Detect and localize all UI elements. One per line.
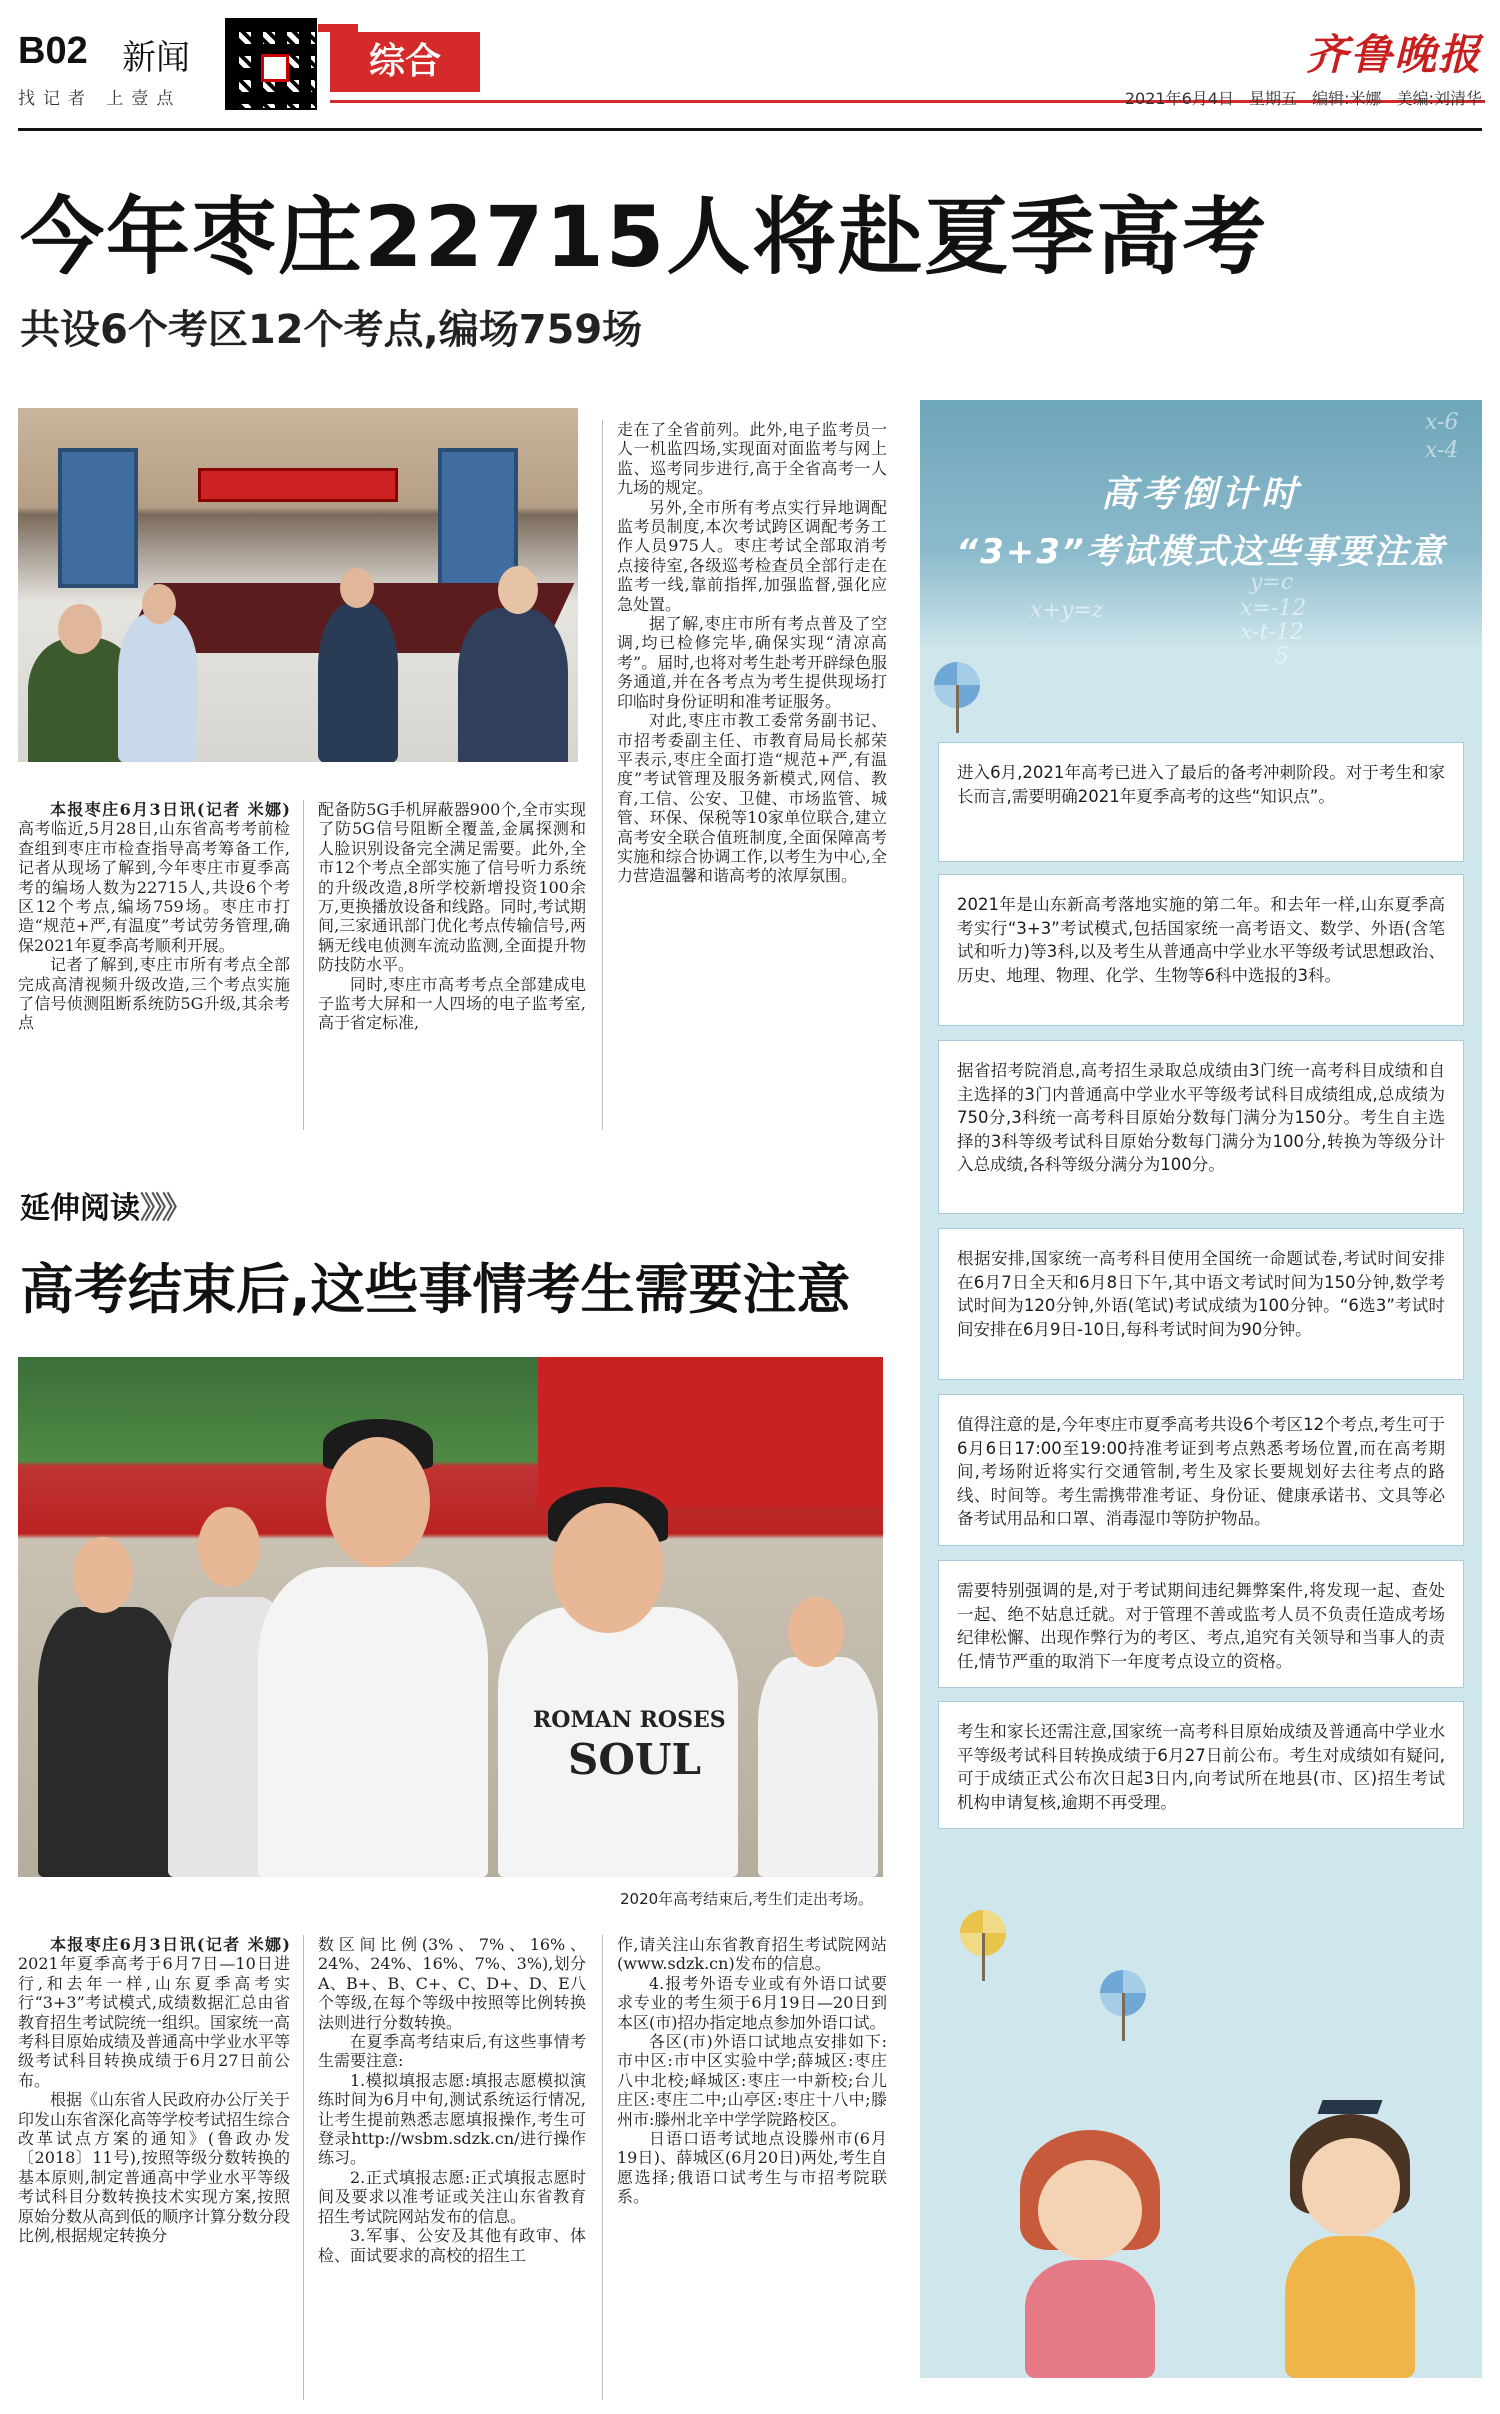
- chalk-formula: 5: [1275, 644, 1289, 669]
- paragraph: 1.模拟填报志愿:填报志愿模拟演练时间为6月中旬,测试系统运行情况,让考生提前熟悉志愿填报操作,考生可登录http://wsbm.sdzk.cn/进行操作练习。: [318, 2070, 586, 2168]
- column-divider: [602, 420, 603, 1130]
- tip-note: 考生和家长还需注意,国家统一高考科目原始成绩及普通高中学业水平等级考试科目转换成绩于6月27日前公布。考生对成绩如有疑问,可于成绩正式公布次日起3日内,向考试所在地县(市、区)招生考试机构申请复核,逾期不再受理。: [938, 1701, 1464, 1829]
- pinwheel-icon: [1100, 1970, 1146, 2016]
- photo-door: [438, 448, 518, 588]
- shirt-print-large: SOUL: [568, 1735, 702, 1784]
- paragraph: 对此,枣庄市教工委常务副书记、市招考委副主任、市教育局局长郝荣平表示,枣庄全面打造“规范+严,有温度”考试管理及服务新模式,网信、教育,工信、公安、卫健、市场监管、城管、环保、保税等10家单位联合,建立高考安全联合值班制度,全面保障高考实施和综合协调工作,以考生为中心,全力营造温馨和谐高考的浓厚氛围。: [617, 711, 887, 886]
- chevrons-icon: 》》》: [140, 1191, 188, 1226]
- cartoon-girl-icon: [1000, 2130, 1180, 2378]
- photo-person: [758, 1657, 878, 1877]
- photo-person: [458, 608, 568, 762]
- chalk-formula: x-4: [1425, 438, 1459, 463]
- paragraph: 根据《山东省人民政府办公厅关于印发山东省深化高等学校考试招生综合改革试点方案的通知》(鲁政办发〔2018〕11号),按照等级分数转换的基本原则,制定普通高中学业水平等级考试科目分数转换技术实现方案,按照原始分数从高到低的顺序计算分数分段比例,根据规定转换分: [18, 2090, 290, 2246]
- column-divider: [303, 800, 304, 1130]
- tip-note: 根据安排,国家统一高考科目使用全国统一命题试卷,考试时间安排在6月7日全天和6月8日下午,其中语文考试时间为150分钟,数学考试时间为120分钟,外语(笔试)考试成绩为100分钟。“6选3”考试时间安排在6月9日-10日,每科考试时间为90分钟。: [938, 1228, 1464, 1380]
- paragraph: 记者了解到,枣庄市所有考点全部完成高清视频升级改造,三个考点实施了信号侦测阻断系统防5G升级,其余考点: [18, 955, 290, 1033]
- newspaper-brand: 齐鲁晚报: [1305, 30, 1482, 79]
- extended-reading-text: 延伸阅读: [20, 1191, 140, 1226]
- paragraph: 日语口语考试地点设滕州市(6月19日)、薛城区(6月20日)两处,考生自愿选择;俄语口试考生与市招考院联系。: [617, 2129, 887, 2207]
- slogan: 找记者 上壹点: [18, 89, 182, 109]
- photo-person-head: [58, 604, 102, 654]
- sidebar-title: 高考倒计时: [1100, 474, 1301, 515]
- meeting-photo: [18, 408, 578, 762]
- section-tab: 综合: [330, 32, 480, 92]
- paragraph: 据了解,枣庄市所有考点普及了空调,均已检修完毕,确保实现“清凉高考”。届时,也将对考生赴考开辟绿色服务通道,并在各考点为考生提供现场打印临时身份证明和准考证服务。: [617, 614, 887, 711]
- chalk-formula: x-6: [1425, 410, 1459, 435]
- column-divider: [602, 1935, 603, 2400]
- paragraph: 作,请关注山东省教育招生考试院网站(www.sdzk.cn)发布的信息。: [617, 1935, 887, 1974]
- extended-column-2: [318, 1935, 586, 2400]
- sidebar-footer-art: [920, 1830, 1482, 2378]
- extended-column-1: [18, 1935, 290, 2400]
- column-divider: [303, 1935, 304, 2400]
- photo-person-white-shirt: [258, 1567, 488, 1877]
- dateline: 本报枣庄6月3日讯(记者 米娜): [50, 800, 290, 819]
- graduation-cap-icon: [1317, 2100, 1382, 2114]
- extended-column-3: [617, 1935, 887, 2400]
- chalk-formula: x=-12: [1240, 596, 1307, 621]
- paragraph: 另外,全市所有考点实行异地调配监考员制度,本次考试跨区调配考务工作人员975人。枣庄考试全部取消考点接待室,各级巡考检查员全部行走在监考一线,靠前指挥,加强监督,强化应急处置。: [617, 497, 887, 614]
- chalk-formula: y=c: [1250, 570, 1294, 595]
- photo-person: [118, 613, 198, 762]
- tip-note: 值得注意的是,今年枣庄市夏季高考共设6个考区12个考点,考生可于6月6日17:00至19:00持准考证到考点熟悉考场位置,而在高考期间,考场附近将实行交通管制,考生及家长要规划好去往考点的路线、时间等。考生需携带准考证、身份证、健康承诺书、文具等必备考试用品和口罩、消毒湿巾等防护物品。: [938, 1394, 1464, 1546]
- students-photo: [18, 1357, 883, 1877]
- photo-person: [318, 603, 398, 762]
- dateline: 本报枣庄6月3日讯(记者 米娜): [50, 1935, 290, 1954]
- photo-person-face: [326, 1437, 430, 1567]
- photo-person-face: [73, 1537, 133, 1613]
- photo-person-head: [498, 566, 538, 614]
- second-headline: 高考结束后,这些事情考生需要注意: [20, 1258, 851, 1321]
- main-headline: 今年枣庄22715人将赴夏季高考: [20, 188, 1269, 286]
- tip-note: 据省招考院消息,高考招生录取总成绩由3门统一高考科目成绩和自主选择的3门内普通高中学业水平等级考试科目成绩组成,总成绩为750分,3科统一高考科目原始分数每门满分为150分。考生自主选择的3科等级考试科目原始分数每门满分为100分,转换为等级分计入总成绩,各科等级分满分为100分。: [938, 1040, 1464, 1214]
- article-column-3: [617, 420, 887, 1130]
- paragraph: 2.正式填报志愿:正式填报志愿时间及要求以准考证或关注山东省教育招生考试院网站发布的信息。: [318, 2167, 586, 2226]
- photo-door: [58, 448, 138, 588]
- paragraph: 4.报考外语专业或有外语口试要求专业的考生须于6月19日—20日到本区(市)招办指定地点参加外语口试。: [617, 1973, 887, 2032]
- photo-tent: [538, 1357, 883, 1507]
- page-code: B02: [18, 30, 88, 72]
- issue-info: 2021年6月4日 星期五 编辑:米娜 美编:刘清华: [1124, 89, 1482, 108]
- pinwheel-icon: [960, 1910, 1006, 1956]
- paragraph: 各区(市)外语口试地点安排如下:市中区:市中区实验中学;薛城区:枣庄八中北校;峄城区:枣庄一中新校;台儿庄区:枣庄二中;山亭区:枣庄十八中;滕州市:滕州北辛中学学院路校区。: [617, 2032, 887, 2129]
- chalk-formula: x-t-12: [1240, 620, 1304, 645]
- sub-headline: 共设6个考区12个考点,编场759场: [20, 307, 643, 353]
- photo-person: [38, 1607, 178, 1877]
- photo-person-head: [142, 584, 176, 624]
- paragraph: 数区间比例(3%、7%、16%、24%、24%、16%、7%、3%),划分A、B+、B、C+、C、D+、D、E八个等级,在每个等级中按照等比例转换法则进行分数转换。: [318, 1935, 586, 2032]
- extended-reading-label: [20, 1183, 188, 1227]
- photo-caption: 2020年高考结束后,考生们走出考场。: [620, 1890, 873, 1908]
- pinwheel-icon: [934, 662, 980, 708]
- paragraph: 3.军事、公安及其他有政审、体检、面试要求的高校的招生工: [318, 2226, 586, 2265]
- qr-code-icon[interactable]: [225, 18, 317, 110]
- paragraph: 同时,枣庄市高考考点全部建成电子监考大屏和一人四场的电子监考室,高于省定标准,: [318, 974, 586, 1033]
- photo-person-head: [340, 568, 374, 608]
- article-column-1: [18, 800, 290, 1130]
- sidebar-exam-tips: [920, 400, 1482, 2378]
- photo-person-face: [552, 1503, 664, 1633]
- tip-note: 进入6月,2021年高考已进入了最后的备考冲刺阶段。对于考生和家长而言,需要明确2021年夏季高考的这些“知识点”。: [938, 742, 1464, 862]
- shirt-print-small: ROMAN ROSES: [533, 1707, 726, 1733]
- masthead: [0, 0, 1500, 150]
- photo-banner: [198, 468, 398, 502]
- section-name: 新闻: [122, 38, 190, 78]
- tip-note: 2021年是山东新高考落地实施的第二年。和去年一样,山东夏季高考实行“3+3”考试模式,包括国家统一高考语文、数学、外语(含笔试和听力)等3科,以及考生从普通高中学业水平等级考试思想政治、历史、地理、物理、化学、生物等6科中选报的3科。: [938, 874, 1464, 1026]
- paragraph: 高考临近,5月28日,山东省高考考前检查组到枣庄市检查指导高考筹备工作,记者从现场了解到,今年枣庄市夏季高考的编场人数为22715人,共设6个考区12个考点,编场759场。枣庄市打造“规范+严,有温度”考试劳务管理,确保2021年夏季高考顺利开展。: [18, 819, 290, 955]
- chalk-formula: x+y=z: [1030, 598, 1104, 623]
- tip-note: 需要特别强调的是,对于考试期间违纪舞弊案件,将发现一起、查处一起、绝不姑息迁就。对于管理不善或监考人员不负责任造成考场纪律松懈、出现作弊行为的考区、考点,追究有关领导和当事人的责任,情节严重的取消下一年度考点设立的资格。: [938, 1560, 1464, 1688]
- photo-person-face: [788, 1597, 844, 1667]
- paragraph: 走在了全省前列。此外,电子监考员一人一机监四场,实现面对面监考与网上监、巡考同步进行,高于全省高考一人九场的规定。: [617, 420, 887, 498]
- paragraph: 配备防5G手机屏蔽器900个,全市实现了防5G信号阻断全覆盖,金属探测和人脸识别设备完全满足需要。此外,全市12个考点全部实施了信号听力系统的升级改造,8所学校新增投资100余万,更换播放设备和线路。同时,考试期间,三家通讯部门优化考点传输信号,两辆无线电侦测车流动监测,全面提升物防技防水平。: [318, 800, 586, 975]
- paragraph: 在夏季高考结束后,有这些事情考生需要注意:: [318, 2032, 586, 2071]
- sidebar-subtitle: “3+3”考试模式这些事要注意: [956, 532, 1446, 572]
- cartoon-boy-icon: [1250, 2100, 1450, 2378]
- paragraph: 2021年夏季高考于6月7日—10日进行,和去年一样,山东夏季高考实行“3+3”考试模式,成绩数据汇总由省教育招生考试院统一组织。国家统一高考科目原始成绩及普通高中学业水平等级考试科目转换成绩于6月27日前公布。: [18, 1954, 290, 2090]
- photo-person-face: [198, 1507, 260, 1587]
- header-divider: [18, 128, 1482, 131]
- article-column-2: [318, 800, 586, 1130]
